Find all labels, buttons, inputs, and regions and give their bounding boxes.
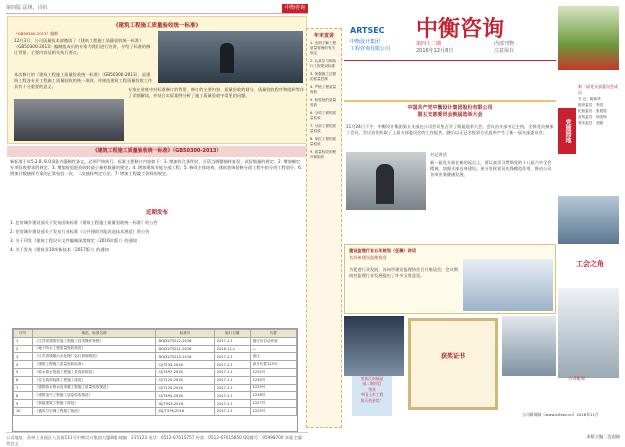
award-certificate bbox=[408, 318, 498, 410]
table-cell: DGJ32/TJ215-2016 bbox=[156, 353, 214, 361]
masthead-company2: 工程咨询有限公司 bbox=[350, 46, 391, 52]
table-cell: 2017.1.1 bbox=[214, 368, 250, 376]
lecture-subtitle: （GB50300-2013）编制 bbox=[14, 31, 58, 36]
header-badge: 中衡咨询 bbox=[282, 4, 308, 13]
union-sub: 名苏州建设监理协会 bbox=[349, 255, 387, 260]
news-section bbox=[344, 66, 556, 212]
table-cell: 7 bbox=[14, 384, 33, 392]
table-cell: GJ/T543-2016 bbox=[156, 400, 214, 408]
table-cell: 2 bbox=[14, 345, 33, 353]
study-title: 书记讲话 bbox=[430, 152, 447, 157]
bottom-caption: 公司新闻网（www.artsec.cn）2016年11月 bbox=[522, 412, 599, 417]
table-cell: DGJ32/TJ211-2016 bbox=[156, 345, 214, 353]
column-item: 7. 分部工程的质量验收 bbox=[310, 124, 337, 133]
table-cell: 2017.1.1 bbox=[214, 361, 250, 369]
table-cell: 2017.1.1 bbox=[214, 384, 250, 392]
committee-title: 新一届党支部委员会成员 bbox=[578, 84, 618, 95]
standard-text: 新标准于年5.2.8, 6.0.8条为强制性条文，必须严格执行。标准主要修订内容如下：1. 增加符合条件时，可适当调整抽样复验、试验数量的规定；2. 增加制定专项验收要求的规定；3. 增加检验批验收时最小抽样数量的规定；4. 增加建筑节能分部工程；5. 修改主体结构、建筑装饰装修分部工程中的分项工程划分；6. 增加计数抽样方案的正常检验一次、二次抽样判定方法；7. 增加工程竣工资料的规定。 bbox=[10, 159, 303, 176]
table-cell: 《建筑给水排水及采暖工程施工质量验收规范》 bbox=[32, 384, 156, 392]
table-cell: 部分代替123号 bbox=[250, 361, 296, 369]
table-row bbox=[14, 400, 297, 408]
table-cell: 5 bbox=[14, 368, 33, 376]
committee-member: 宣传委员：徐美婷 bbox=[578, 115, 607, 119]
recent-title: 近期发布 bbox=[145, 210, 168, 216]
table-cell: 《住宅装饰装修工程施工规范》 bbox=[32, 376, 156, 384]
lecture-p2: 本次修订的《建筑工程施工质量验收统一标准》（GB50300-2013），是建筑工程各专业工程施工质量验收的统一准则，对规范建筑工程质量验收工作具有十分重要的意义。 bbox=[14, 72, 153, 89]
left-header bbox=[6, 4, 308, 14]
table-cell: 2017.1.1 bbox=[214, 407, 250, 415]
committee-member: 书 记：姚林华 bbox=[578, 97, 601, 101]
masthead-title: 中衡咨询 bbox=[416, 16, 505, 42]
news-photo bbox=[346, 152, 426, 210]
table-row bbox=[14, 353, 297, 361]
column-item: 1. 全面了解工程质量管理的有关规定 bbox=[310, 41, 337, 55]
table-cell: 9 bbox=[14, 400, 33, 408]
table-cell: CJ/T233-2016 bbox=[156, 361, 214, 369]
table-cell: 《智能建筑工程施工规范》 bbox=[32, 400, 156, 408]
union-section bbox=[344, 244, 556, 314]
table-cell: CJ/T493-2016 bbox=[156, 392, 214, 400]
table-cell: 2016.12.1 bbox=[214, 345, 250, 353]
column-item: 3. 加强施工过程的质量控制 bbox=[310, 72, 337, 81]
table-cell: 10 bbox=[14, 407, 33, 415]
award-stamp-line: 荣获江南福祉 bbox=[360, 376, 384, 381]
side-photo-2 bbox=[558, 288, 619, 378]
list-item[interactable]: 1. 住房城乡建设部关于发布国家标准《建筑工程施工质量验收统一标准》的公告 bbox=[10, 220, 158, 225]
award-photo-speaker bbox=[344, 316, 404, 376]
side-column bbox=[306, 28, 342, 428]
table-cell: 《建筑电气工程施工质量验收规范》 bbox=[32, 392, 156, 400]
study-text: 新一届党支部在新的起点上，要认真学习贯彻党的十八届六中全会精神，加强支部自身建设，充分发挥党员先锋模范作用，推动公司各项业务健康发展。 bbox=[430, 160, 552, 177]
table-cell: 1225号 bbox=[250, 407, 296, 415]
table-header: 规范、标准名称 bbox=[32, 330, 156, 338]
column-item: 5. 检验批的质量验收 bbox=[310, 98, 337, 107]
table-cell: CJ/T124-2016 bbox=[156, 384, 214, 392]
news-text: 11月24日下午，中衡设计集团第五支部在公司会议室召开了换届选举大会。会议由支部书记主持，全体党员参加了会议。会议首先听取了上届支部委员会的工作报告，随后以无记名投票方式选举产生了新一届支部委员会。 bbox=[346, 124, 554, 135]
left-footer: 公司地址：苏州工业园区八达街111号中衡设计集团大厦8楼 邮编：215123 电话：0512-67015757 传真：0512-67015850 QQ群号：95998700 本版主编：刘宜文 bbox=[6, 432, 308, 447]
list-item[interactable]: 2. 住房城乡建设部关于发布行业标准《公共建筑节能改造技术规范》的公告 bbox=[10, 229, 150, 234]
table-row bbox=[14, 384, 297, 392]
table-row bbox=[14, 361, 297, 369]
table-cell: 《江苏省建筑安装工程施工技术操作规程》 bbox=[32, 337, 156, 345]
table-cell: DGJ32/TJ212-2016 bbox=[156, 337, 214, 345]
committee-member: 纪检委员：张展展 bbox=[578, 109, 607, 113]
table-cell: 《建筑工程施工质量验收标准》 bbox=[32, 361, 156, 369]
award-stamp bbox=[352, 376, 392, 416]
table-cell: 备注 bbox=[250, 353, 296, 361]
table-cell: 1231号 bbox=[250, 368, 296, 376]
column-title: 年末宣讲 bbox=[313, 33, 334, 39]
table-row bbox=[14, 345, 297, 353]
table-cell: 《地下防水工程质量验收规范》 bbox=[32, 345, 156, 353]
award-photo-building bbox=[502, 316, 556, 376]
table-cell: 2017.1.1 bbox=[214, 392, 250, 400]
table-cell: JGJ/T378-2016 bbox=[156, 407, 214, 415]
union-corner-label: 工会之角 bbox=[576, 260, 604, 268]
table-cell: 1228号 bbox=[250, 392, 296, 400]
table-cell: CJ/T124-2016 bbox=[156, 376, 214, 384]
column-item: 6. 分项工程的质量验收 bbox=[310, 111, 337, 120]
recent-list bbox=[10, 220, 304, 324]
column-item: 8. 单位工程的质量验收 bbox=[310, 137, 337, 146]
table-cell: — bbox=[250, 345, 296, 353]
masthead-date: 2016年12月8日 bbox=[416, 48, 454, 54]
lecture-p1: 12月3日，公司质量技术部邀请了《建筑工程施工质量验收统一标准》（GB50300-2013）编制组成员的专家为我们进行宣讲，介绍了标准的修订背景、主要内容及相关执行要点。 bbox=[14, 38, 151, 55]
table-cell: 6 bbox=[14, 376, 33, 384]
committee-member: 组织委员：李进 bbox=[578, 103, 604, 107]
union-title: 建设监理行业五年规划（征稿）讲话 bbox=[349, 248, 417, 253]
award-stamp-line: 园二期项目 bbox=[362, 381, 382, 387]
award-stamp-line: 中国土木工程 bbox=[360, 392, 384, 398]
table-cell: 1227号 bbox=[250, 400, 296, 408]
table-header-row bbox=[14, 330, 297, 338]
award-stamp-line: 荣获 bbox=[368, 386, 376, 392]
lecture-photo-speaker bbox=[158, 31, 303, 83]
table-header: 序号 bbox=[14, 330, 33, 338]
side-photo-1 bbox=[558, 196, 619, 244]
masthead-photo bbox=[558, 6, 619, 70]
standards-table bbox=[12, 328, 298, 432]
table-header: 代替 bbox=[250, 330, 296, 338]
table-cell: 1230号 bbox=[250, 376, 296, 384]
lecture-box bbox=[7, 16, 307, 144]
table-cell: 《给水排水管道工程施工及验收规范》 bbox=[32, 368, 156, 376]
table-header: 标准号 bbox=[156, 330, 214, 338]
lecture-p3: 专家在讲座中对标准修订的背景、修订的主要内容、质量验收的划分、质量验收程序和组织等作了详细解读，并结合实际案例分析了施工质量验收中常见的问题。 bbox=[128, 87, 304, 98]
news-headline2: 第五支部委员会换届选举大会 bbox=[417, 112, 483, 118]
standard-title-bar bbox=[7, 146, 307, 157]
recent-bar bbox=[7, 207, 307, 219]
lecture-title: 《建筑工程施工质量验收统一标准》 bbox=[112, 23, 201, 29]
table-cell: 《通风与空调工程施工规范》 bbox=[32, 407, 156, 415]
table-cell: 4 bbox=[14, 361, 33, 369]
table-cell: 8 bbox=[14, 392, 33, 400]
party-tag: 党建园地 bbox=[558, 108, 576, 154]
column-item: 4. 严格工程质量验收 bbox=[310, 85, 337, 94]
award-cert-title: 获奖证书 bbox=[440, 353, 465, 360]
table-cell: 1 bbox=[14, 337, 33, 345]
masthead-divider bbox=[344, 60, 556, 61]
union-photo bbox=[463, 259, 553, 311]
news-headline1: 中国共产党中衡设计集团股份有限公司 bbox=[407, 105, 493, 111]
table-cell: 1229号 bbox=[250, 384, 296, 392]
lecture-photo-audience bbox=[14, 99, 124, 141]
table-cell: 2017.1.1 bbox=[214, 376, 250, 384]
table-cell: 施行后自动作废 bbox=[250, 337, 296, 345]
committee-member: 青年委员：刘娟 bbox=[578, 121, 604, 125]
table-row bbox=[14, 407, 297, 415]
table-cell: 2017.1.1 bbox=[214, 353, 250, 361]
list-item[interactable]: 3. 关于印发《建筑工程设计文件编制深度规定（2016年版）》的通知 bbox=[10, 238, 137, 243]
right-footer: 本版主编：沈国刚 bbox=[586, 434, 620, 439]
news-rule bbox=[344, 100, 556, 102]
table-row bbox=[14, 376, 297, 384]
table-cell: 《江苏省城镇污水处理厂运行管理规范》 bbox=[32, 353, 156, 361]
masthead-logo: ARTSEC bbox=[350, 26, 385, 35]
masthead bbox=[344, 4, 556, 62]
committee-list bbox=[578, 84, 620, 154]
award-caption: 公司新闻 bbox=[568, 376, 585, 381]
list-item[interactable]: 4. 关于发布《建筑业10项新技术（2017版）》的通知 bbox=[10, 247, 109, 252]
column-item: 2. 认真学习和执行工程建设标准 bbox=[310, 59, 337, 68]
table-row bbox=[14, 368, 297, 376]
table-header: 施行日期 bbox=[214, 330, 250, 338]
masthead-issue: 第四十二期 bbox=[416, 41, 442, 47]
award-stamp-line: 詹天佑金奖！ bbox=[360, 397, 384, 403]
table-cell: CJ/T497-2016 bbox=[156, 368, 214, 376]
table-cell: 2017.1.1 bbox=[214, 400, 250, 408]
standard-title: 《建筑工程施工质量验收统一标准》（GB50300-2013） bbox=[92, 148, 222, 154]
table-row bbox=[14, 337, 297, 345]
union-text: 为促进行业发展，苏州市建设监理协会召开座谈会，会议期间对监理行业发展提出了许多宝贵意见。 bbox=[349, 267, 458, 278]
section-label: 第四版 法规、诗识 bbox=[6, 5, 48, 11]
table-cell: 2017.1.1 bbox=[214, 337, 250, 345]
table-row bbox=[14, 392, 297, 400]
masthead-company1: 中衡设计集团 bbox=[350, 39, 381, 45]
column-item: 9. 质量验收的程序和组织 bbox=[310, 150, 337, 159]
table-cell: 3 bbox=[14, 353, 33, 361]
masthead-note2: 注意保存 bbox=[494, 48, 515, 54]
masthead-note1: 内部刊物 bbox=[494, 41, 515, 47]
